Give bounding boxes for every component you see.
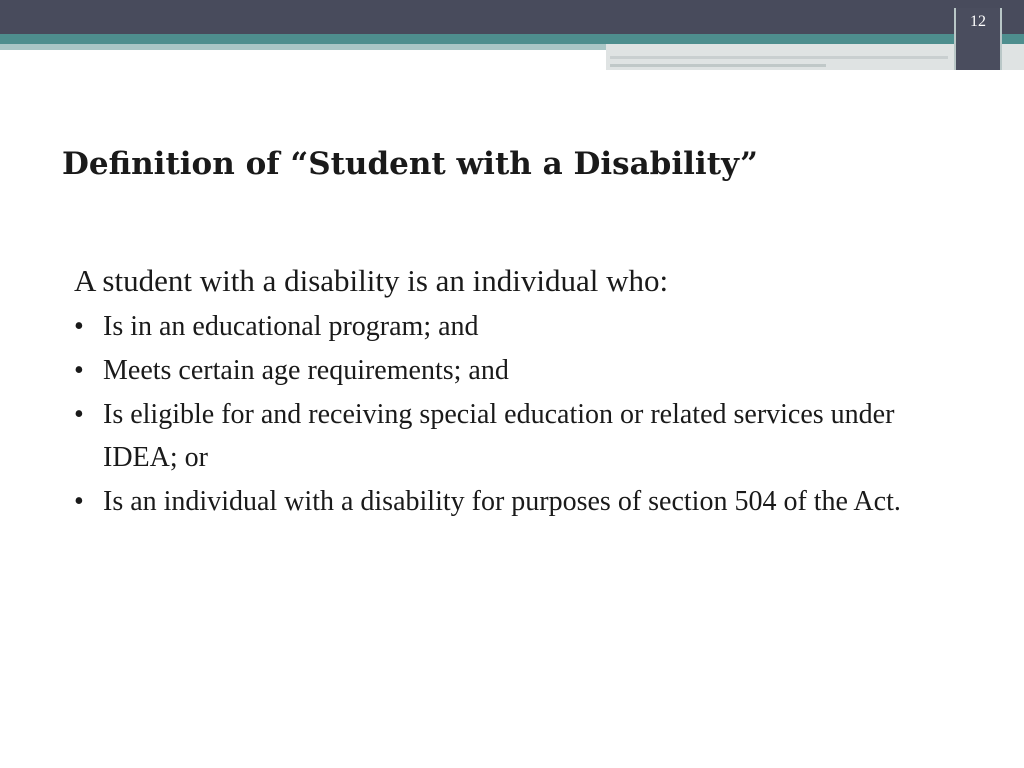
bullet-glyph: • xyxy=(74,355,84,386)
bullet-text: Is in an educational program; and xyxy=(103,311,479,342)
header-band-teal xyxy=(0,34,1024,44)
header-tab-line xyxy=(610,56,948,59)
bullet-item xyxy=(74,480,974,523)
bullet-list xyxy=(74,305,974,524)
header-band-dark xyxy=(0,0,1024,34)
header-band-light xyxy=(0,44,606,50)
bullet-text: Meets certain age requirements; and xyxy=(103,355,509,386)
bullet-text: Is an individual with a disability for purposes of section 504 of the Act. xyxy=(103,486,901,517)
bullet-glyph: • xyxy=(74,399,84,430)
bullet-item xyxy=(74,393,974,479)
bullet-glyph: • xyxy=(74,486,84,517)
bullet-text: Is eligible for and receiving special education or related services under IDEA; or xyxy=(103,399,895,473)
page-number: 12 xyxy=(970,13,986,30)
bullet-item xyxy=(74,305,974,348)
slide-title: Definition of “Student with a Disability” xyxy=(62,146,758,182)
bullet-item xyxy=(74,349,974,392)
header-tab-line xyxy=(610,64,826,67)
bullet-glyph: • xyxy=(74,311,84,342)
intro-text: A student with a disability is an individual who: xyxy=(74,263,669,298)
